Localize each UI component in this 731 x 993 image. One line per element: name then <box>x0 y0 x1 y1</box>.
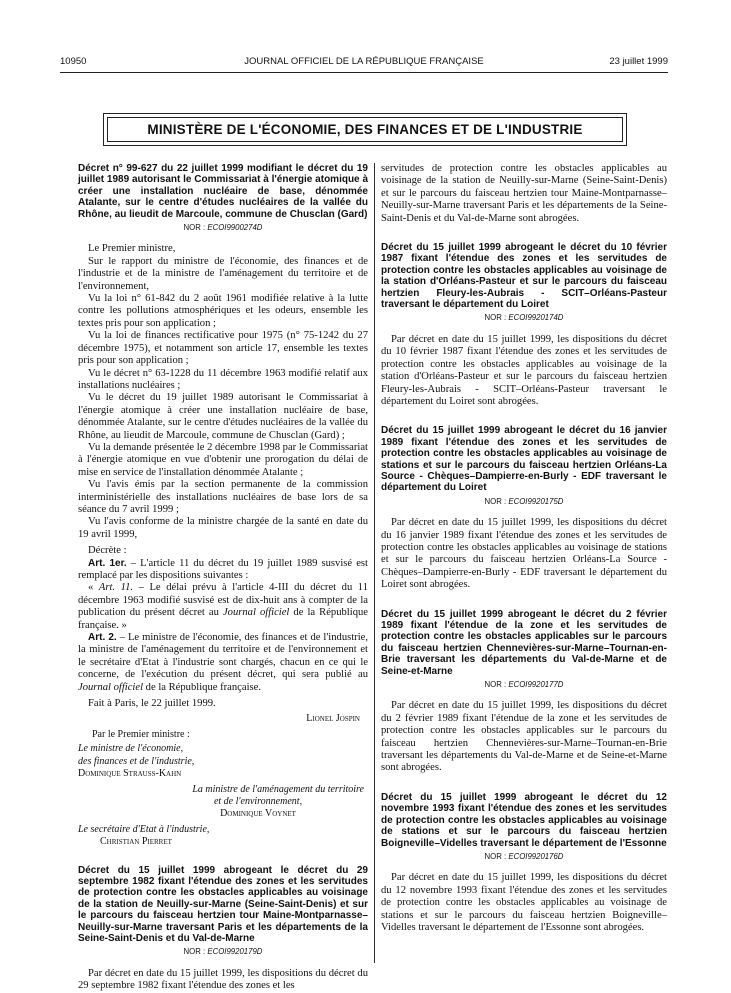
by-pm: Par le Premier ministre : <box>92 728 190 740</box>
decree-title: Décret du 15 juillet 1999 abrogeant le décret du 10 février 1987 fixant l'étendue des zones et les servitudes de protection contre les obstacles applicables au voisinage de la station d'Orléans-Pasteur et sur le parcours du faisceau hertzien Fleury-les-Aubrais - SCIT–Orléans-Pasteur traversant le département du Loiret <box>381 242 667 311</box>
article-2: Art. 2. – Le ministre de l'économie, des finances et de l'industrie, la ministre de l'aménagement du territoire et de l'environnement et le secrétaire d'Etat à l'industrie sont chargés, chacun en ce qui le concerne, de l'exécution du présent décret, qui sera publié au Journal officiel de la République française. <box>78 632 368 693</box>
article-11-quote: « Art. 11. – Le délai prévu à l'article 4-III du décret du 11 décembre 1963 modifié susvisé est de dix-huit ans à compter de la publication du présent décret au Journal officiel de la République française. » <box>78 582 369 631</box>
right-column <box>381 163 667 934</box>
column-divider <box>374 163 375 963</box>
nor-reference: NOR : ECOI9900274D <box>183 223 263 233</box>
decree-title: Décret du 15 juillet 1999 abrogeant le décret du 16 janvier 1989 fixant l'étendue des zones et les servitudes de protection contre les obstacles applicables au voisinage de stations et sur le parcours du faisceau hertzien Orléans-La Source - Chèques–Dampierre-en-Burly - EDF traversant le département du Loiret <box>381 425 667 494</box>
nor-reference: NOR : ECOI9920176D <box>484 851 564 861</box>
left-column <box>78 163 368 993</box>
nor-reference: NOR : ECOI9920175D <box>484 496 564 506</box>
nor-reference: NOR : ECOI9920179D <box>183 947 263 957</box>
signature-env: Dominique Voynet <box>220 808 296 820</box>
paragraph: Vu le décret n° 63-1228 du 11 décembre 1963 modifié relatif aux installations nucléaires ; <box>78 367 368 391</box>
paragraph: Par décret en date du 15 juillet 1999, les dispositions du décret du 10 février 1987 fixant l'étendue des zones et les servitudes de protection contre les obstacles applicables au voisinage de la station d'Orléans-Pasteur et sur le parcours du faisceau hertzien Fleury-les-Aubrais - SCIT–Orléans-Pasteur traversant le département du Loiret sont abrogées. <box>381 333 667 407</box>
decree-body <box>78 243 368 710</box>
paragraph: Vu l'avis conforme de la ministre chargée de la santé en date du 19 avril 1999, <box>78 516 368 540</box>
decrete-label: Décrète : <box>88 545 127 557</box>
paragraph: Par décret en date du 15 juillet 1999, les dispositions du décret du 12 novembre 1993 fixant l'étendue des zones et les servitudes de protection contre les obstacles applicables au voisinage de stations et sur le parcours du faisceau hertzien Boigneville–Videlles traversant le département de l'Essonne sont abrogées. <box>381 872 667 933</box>
signature-eco: Dominique Strauss-Kahn <box>78 768 182 780</box>
journal-title: JOURNAL OFFICIEL DE LA RÉPUBLIQUE FRANÇAISE <box>244 56 484 67</box>
paragraph: Par décret en date du 15 juillet 1999, les dispositions du décret du 16 janvier 1989 fixant l'étendue des zones et les servitudes de protection contre les obstacles applicables au voisinage de stations et sur le parcours du faisceau hertzien Orléans-La Source - Chèques–Dampierre-en-Burly - EDF traversant le département du Loiret sont abrogées. <box>381 517 667 591</box>
paragraph: Par décret en date du 15 juillet 1999, les dispositions du décret du 29 septembre 1982 fixant l'étendue des zones et les <box>78 967 368 992</box>
ministry-heading: MINISTÈRE DE L'ÉCONOMIE, DES FINANCES ET DE L'INDUSTRIE <box>107 117 623 142</box>
paragraph: Le Premier ministre, <box>88 243 176 255</box>
decree-title: Décret du 15 juillet 1999 abrogeant le décret du 29 septembre 1982 fixant l'étendue des zones et les servitudes de protection contre les obstacles applicables au voisinage de la station de Neuilly-sur-Marne (Seine-Saint-Denis) et sur le parcours du faisceau hertzien tour Maine-Montparnasse–Neuilly-sur-Marne traversant Paris et les départements de la Seine-Saint-Denis et du Val-de-Marne <box>78 864 368 944</box>
ministry-box <box>103 113 627 146</box>
paragraph: Sur le rapport du ministre de l'économie, des finances et de l'industrie et de la ministre de l'aménagement du territoire et de l'environnement, <box>78 255 368 292</box>
paragraph: Vu la loi de finances rectificative pour 1975 (n° 75-1242 du 27 décembre 1975), et notamment son article 17, ensemble les textes pris pour son application ; <box>78 330 368 367</box>
decree-title: Décret du 15 juillet 1999 abrogeant le décret du 2 février 1989 fixant l'étendue de la zone et les servitudes de protection contre les obstacles applicables sur le parcours du faisceau hertzien Chennevières-sur-Marne–Tournan-en-Brie traversant les départements du Val-de-Marne et de Seine-et-Marne <box>381 608 667 677</box>
signature-pm: Lionel Jospin <box>306 713 360 725</box>
issue-date: 23 juillet 1999 <box>609 56 668 67</box>
paragraph: servitudes de protection contre les obstacles applicables au voisinage de la station de Neuilly-sur-Marne (Seine-Saint-Denis) et sur le parcours du faisceau hertzien tour Maine-Montparnasse–Neuilly-sur-Marne traversant Paris et les départements de la Seine-Saint-Denis et du Val-de-Marne sont abrogées. <box>381 163 667 224</box>
place-date: Fait à Paris, le 22 juillet 1999. <box>88 698 216 710</box>
nor-reference: NOR : ECOI9920174D <box>484 313 564 323</box>
minister-env-line1: La ministre de l'aménagement du territoire <box>192 783 364 795</box>
secretary-line: Le secrétaire d'Etat à l'industrie, <box>78 823 210 835</box>
decree-title: Décret n° 99-627 du 22 juillet 1999 modifiant le décret du 19 juillet 1989 autorisant le Commissariat à l'énergie atomique à créer une installation nucléaire de base, dénommée Atalante, sur le centre d'études nucléaires de la vallée du Rhône, au lieudit de Marcoule, commune de Chusclan (Gard) <box>78 163 368 220</box>
paragraph: Par décret en date du 15 juillet 1999, les dispositions du décret du 2 février 1989 fixant l'étendue de la zone et les servitudes de protection contre les obstacles applicables sur le parcours du faisceau hertzien Chennevières-sur-Marne–Tournan-en-Brie traversant les départements du Val-de-Marne et de Seine-et-Marne sont abrogées. <box>381 700 667 774</box>
signature-sec: Christian Pierret <box>100 836 172 848</box>
paragraph: Vu la loi n° 61-842 du 2 août 1961 modifiée relative à la lutte contre les pollutions atmosphériques et les odeurs, ensemble les textes pris pour son application ; <box>78 293 368 329</box>
minister-eco-line1: Le ministre de l'économie, <box>78 743 184 755</box>
paragraph: Vu l'avis émis par la section permanente de la commission interministérielle des installations nucléaires de base lors de sa séance du 7 avril 1999 ; <box>78 479 368 515</box>
minister-eco-line2: des finances et de l'industrie, <box>78 755 195 767</box>
nor-reference: NOR : ECOI9920177D <box>484 680 564 690</box>
running-header <box>60 56 668 70</box>
header-rule <box>60 72 668 73</box>
decree-title: Décret du 15 juillet 1999 abrogeant le décret du 12 novembre 1993 fixant l'étendue des zones et les servitudes de protection contre les obstacles applicables au voisinage de stations et sur le parcours du faisceau hertzien Boigneville–Videlles traversant le département de l'Essonne <box>381 791 667 849</box>
article-1: Art. 1er. – L'article 11 du décret du 19 juillet 1989 susvisé est remplacé par les dispositions suivantes : <box>78 557 368 581</box>
minister-env-line2: et de l'environnement, <box>213 795 303 807</box>
paragraph: Vu la demande présentée le 2 décembre 1998 par le Commissariat à l'énergie atomique en vue d'obtenir une prorogation du délai de mise en service de l'installation dénommée Atalante ; <box>78 441 368 478</box>
page-number: 10950 <box>60 56 87 67</box>
paragraph: Vu le décret du 19 juillet 1989 autorisant le Commissariat à l'énergie atomique à créer une installation nucléaire de base, dénommée Atalante, sur le centre d'études nucléaires de la vallée du Rhône, au lieudit de Marcoule, commune de Chusclan (Gard) ; <box>78 392 368 441</box>
signatures <box>78 713 368 848</box>
